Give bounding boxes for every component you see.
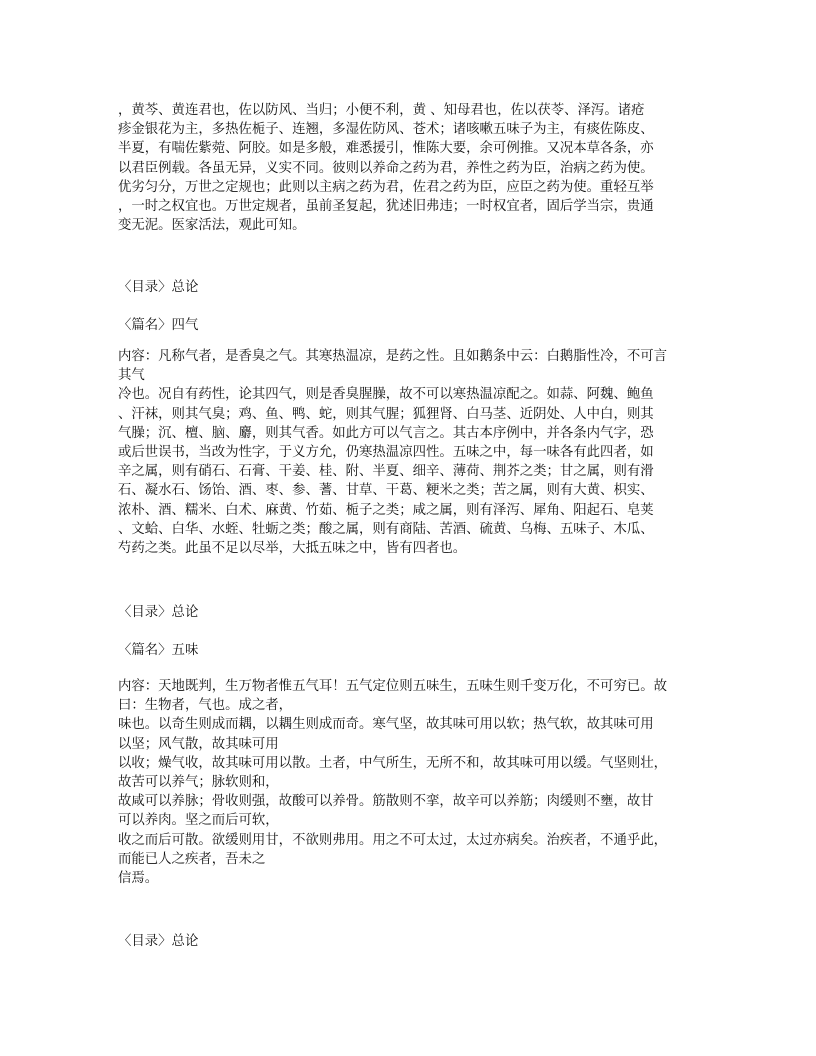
intro-paragraph xyxy=(118,101,698,235)
content-line: 其气 xyxy=(118,368,145,384)
section-content xyxy=(118,347,698,558)
content-line: 内容：凡称气者，是香臭之气。其寒热温凉，是药之性。且如鹅条中云：白鹅脂性冷，不可言 xyxy=(118,349,668,364)
content-line: 可以养肉。坚之而后可软， xyxy=(118,813,279,829)
content-line: 气臊；沉、檀、脑、麝，则其气香。如此方可以气言之。其古本序例中，并各条内气字，恐 xyxy=(118,425,654,441)
content-line: 、文蛤、白华、水蛭、牡蛎之类；酸之属，则有商陆、苦酒、硫黄、乌梅、五味子、木瓜、 xyxy=(118,521,654,537)
content-line: 辛之属，则有硝石、石膏、干姜、桂、附、半夏、细辛、薄荷、荆芥之类；甘之属，则有滑 xyxy=(118,464,654,480)
content-line: 浓朴、酒、糯米、白术、麻黄、竹茹、栀子之类；咸之属，则有泽泻、犀角、阳起石、皂荚 xyxy=(118,502,654,518)
paragraph-line: 变无泥。医家活法，观此可知。 xyxy=(118,218,306,234)
paragraph-line: 优劣匀分，万世之定规也；此则以主病之药为君，佐君之药为臣，应臣之药为使。重轻互举 xyxy=(118,179,654,195)
section-title: 〈篇名〉四气 xyxy=(118,318,199,333)
content-line: 芍药之类。此虽不足以尽举，大抵五味之中，皆有四者也。 xyxy=(118,541,467,557)
content-line: 石、凝水石、饧饴、酒、枣、参、蓍、甘草、干葛、粳米之类；苦之属，则有大黄、枳实、 xyxy=(118,483,654,499)
content-line: 、汗袜，则其气臭；鸡、鱼、鸭、蛇，则其气腥；狐狸肾、白马茎、近阴处、人中白，则其 xyxy=(118,406,654,422)
paragraph-line: ，黄芩、黄连君也，佐以防风、当归；小便不利，黄 、知母君也，佐以茯苓、泽泻。诸疮 xyxy=(118,103,645,118)
section-catalog-label: 〈目录〉总论 xyxy=(118,934,199,949)
content-line: 曰：生物者，气也。成之者， xyxy=(118,698,293,714)
content-line: 故咸可以养脉；骨收则强，故酸可以养骨。筋散则不挛，故辛可以养筋；肉缓则不壅，故甘 xyxy=(118,794,654,810)
content-line: 以收；燥气收，故其味可用以散。土者，中气所生，无所不和，故其味可用以缓。气坚则壮， xyxy=(118,755,668,771)
content-line: 信焉。 xyxy=(118,871,159,887)
paragraph-line: ，一时之权宜也。万世定规者，虽前圣复起，犹述旧弗违；一时权宜者，固后学当宗，贵通 xyxy=(118,199,654,215)
paragraph-line: 以君臣例载。各虽无异，义实不同。彼则以养命之药为君，养性之药为臣，治病之药为使。 xyxy=(118,160,654,176)
content-line: 冷也。况自有药性，论其四气，则是香臭腥臊，故不可以寒热温凉配之。如蒜、阿魏、鲍鱼 xyxy=(118,387,654,403)
paragraph-line: 疹金银花为主，多热佐栀子、连翘，多湿佐防风、苍术；诸咳嗽五味子为主，有痰佐陈皮、 xyxy=(118,122,654,138)
content-line: 内容：天地既判，生万物者惟五气耳！五气定位则五味生，五味生则千变万化，不可穷已。故 xyxy=(118,679,668,694)
content-line: 以坚；风气散，故其味可用 xyxy=(118,736,279,752)
paragraph-line: 半夏，有喘佐紫菀、阿胶。如是多般，难悉援引，惟陈大要，余可例推。又况本草各条，亦 xyxy=(118,141,654,157)
content-line: 味也。以奇生则成而耦，以耦生则成而奇。寒气坚，故其味可用以软；热气软，故其味可用 xyxy=(118,717,654,733)
content-line: 故苦可以养气；脉软则和， xyxy=(118,775,279,791)
section-catalog-label: 〈目录〉总论 xyxy=(118,280,199,295)
section-content xyxy=(118,677,698,888)
content-line: 收之而后可散。欲缓则用甘，不欲则弗用。用之不可太过，太过亦病矣。治疾者，不通乎此， xyxy=(118,832,668,848)
content-line: 而能已人之疾者，吾未之 xyxy=(118,851,266,867)
section-catalog-label: 〈目录〉总论 xyxy=(118,605,199,620)
content-line: 或后世误书，当改为性字，于义方允，仍寒热温凉四性。五味之中，每一味各有此四者，如 xyxy=(118,445,654,461)
section-title: 〈篇名〉五味 xyxy=(118,643,199,658)
